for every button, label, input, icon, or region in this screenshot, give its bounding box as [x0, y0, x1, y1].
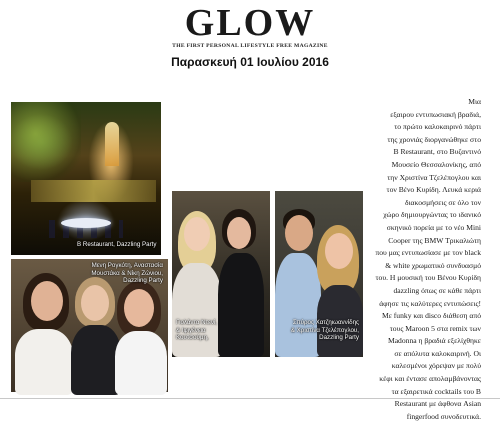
masthead: [0, 4, 500, 49]
article-line: την Χριστίνα Τζελέπογλου και: [387, 172, 481, 182]
article-line: του. Η μουσική του Βένου Κυρίδη: [375, 273, 481, 283]
group-women-photo: [11, 259, 168, 392]
couple-photo: [275, 191, 363, 357]
article-line: τον Βένο Κυρίδη. Λευκά κεριά: [386, 185, 481, 195]
article-line: διακοσμήσεις σε όλο τον: [404, 197, 481, 207]
round-table: [61, 218, 111, 228]
restaurant-photo: [11, 102, 161, 255]
caption-line: Κουτσούμη,: [176, 334, 209, 341]
article-line: Madonna η βραδιά εξελίχθηκε: [387, 336, 481, 346]
photo-caption: [69, 262, 163, 285]
tree-foliage: [11, 102, 81, 182]
article-line: σκηνικό πορεία με το νέο Mini: [386, 222, 481, 232]
article-line: Μουσείο Θεσσαλονίκης, από: [391, 159, 481, 169]
caption-line: Σπύρος Χατζηιωαννίδης: [292, 319, 359, 326]
photo-caption: [176, 319, 217, 342]
caption-line: & Χριστίνα Τζελέπογλου,: [290, 326, 359, 334]
article-line: το πρώτο καλοκαιρινό πάρτι: [394, 122, 481, 132]
article-line: Μια: [468, 97, 481, 106]
article-line: fingerfood συνοδευτικά.: [406, 411, 481, 421]
article-line: καλεσμένοι χόρεψαν με πολύ: [391, 361, 481, 371]
lit-window: [105, 122, 119, 166]
caption-line: Μενη Ρογκότη, Αναστασία: [91, 262, 163, 269]
article-line: που μας εντυπωσίασε με τον black: [375, 248, 481, 258]
page-bottom-rule: [0, 398, 500, 399]
article-line: Cooper της BMW Τρικαλιώτη: [388, 235, 481, 245]
article-line: χώρο δημιουργώντας το ιδανικό: [383, 210, 481, 220]
article-line: άφησε τις καλύτερες εντυπώσεις!: [379, 298, 481, 308]
photo-caption: B Restaurant, Dazzling Party: [77, 241, 157, 248]
article-line: της χρονιάς διοργανώθηκε στο: [387, 134, 481, 144]
article-line: B Restaurant, στο Βυζαντινό: [393, 147, 481, 157]
article-line: εξαιρου εντυπωσιακή βραδιά,: [390, 109, 481, 119]
terrace-wall: [31, 180, 156, 202]
caption-line: Μουστάκα & Νίκη Ζώνιου,: [91, 269, 163, 277]
caption-line: Γιολάντα Ντενί,: [176, 319, 218, 326]
article-line: σε απόλυτα καλοκαιρινή. Οι: [394, 348, 481, 358]
caption-line: Dazzling Party: [319, 334, 359, 341]
magazine-logo: GLOW: [184, 2, 316, 44]
article-line: τα εξαιρετικά cocktails του B: [391, 386, 481, 396]
article-line: Restaurant με άφθονα Asian: [394, 399, 481, 409]
magazine-tagline: THE FIRST PERSONAL LIFESTYLE FREE MAGAZINE: [172, 43, 328, 49]
article-line: Με funky και disco διάθεση από: [381, 311, 481, 321]
blonde-pair-photo: [172, 191, 270, 357]
caption-line: Dazzling Party: [123, 277, 163, 284]
article-line: κέφι και έντασε απολαμβάνοντας: [379, 374, 481, 384]
article-line: & white χρωματικό συνδυασμό: [385, 260, 481, 270]
article-line: τους Maroon 5 στα remix των: [389, 323, 481, 333]
article-line: dazzling όπως σε κάθε πάρτι: [393, 285, 481, 295]
issue-date: Παρασκευή 01 Ιουλίου 2016: [171, 55, 329, 69]
article-body: [368, 96, 481, 423]
caption-line: & Ιφιγένεια: [176, 326, 206, 334]
photo-caption: [275, 319, 359, 342]
